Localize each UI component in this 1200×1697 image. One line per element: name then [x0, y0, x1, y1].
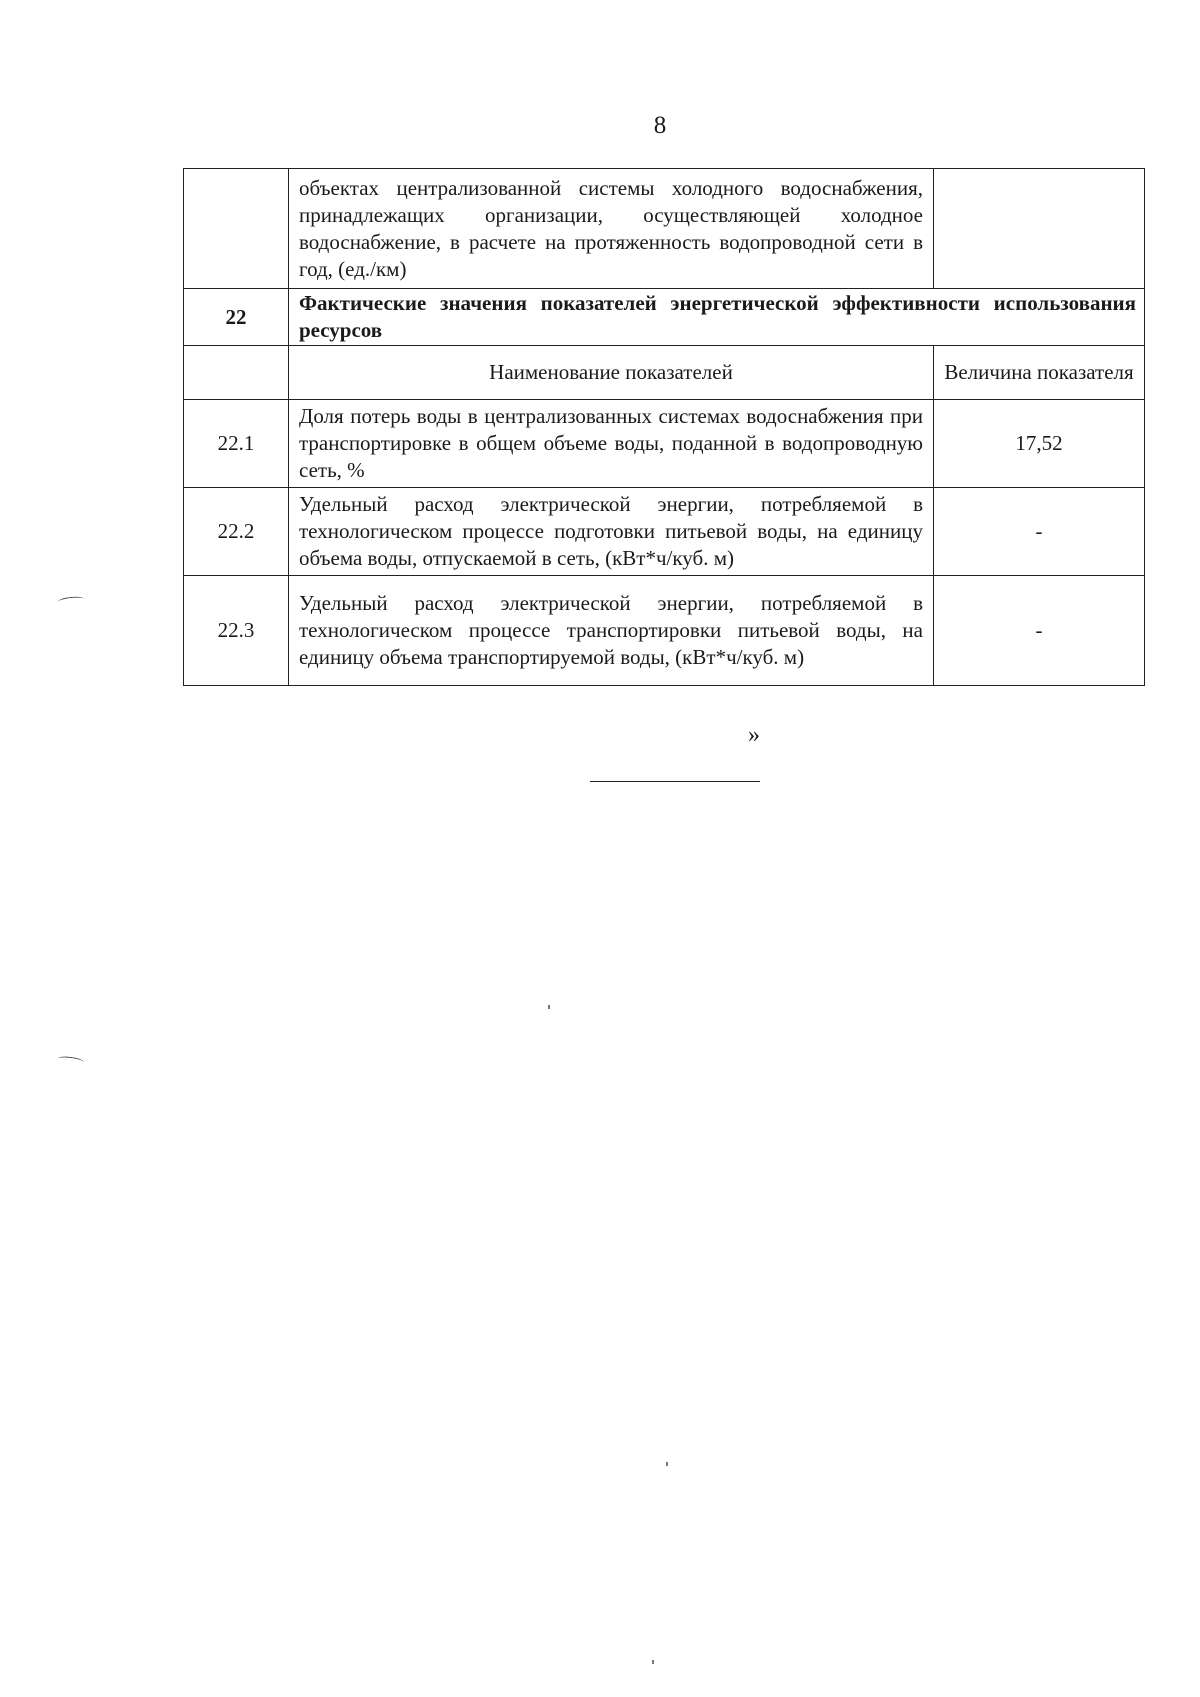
row-number-cell: 22.3	[184, 576, 289, 686]
page-number: 8	[653, 112, 667, 139]
end-rule	[590, 781, 760, 782]
closing-quote: »	[748, 722, 760, 748]
header-number-cell	[184, 346, 289, 400]
table-row	[184, 400, 1145, 488]
scan-speck	[548, 1005, 550, 1009]
row-number-cell: 22.1	[184, 400, 289, 488]
indicator-value-cell: 17,52	[934, 400, 1145, 488]
indicator-name-cell: Удельный расход электрической энергии, потребляемой в технологическом процессе транспортировки питьевой воды, на единицу объема транспортируемой воды, (кВт*ч/куб. м)	[289, 576, 934, 686]
indicator-name-cell: объектах централизованной системы холодного водоснабжения, принадлежащих организации, осуществляющей холодное водоснабжение, в расчете на протяженность водопроводной сети в год, (ед./км)	[289, 169, 934, 289]
section-number: 22	[184, 289, 289, 346]
row-number-cell	[184, 169, 289, 289]
table-row	[184, 576, 1145, 686]
indicator-value-cell: -	[934, 488, 1145, 576]
scan-speck	[666, 1462, 668, 1466]
scan-speck	[652, 1660, 654, 1664]
row-number-cell: 22.2	[184, 488, 289, 576]
table-header-row	[184, 346, 1145, 400]
scan-artifact	[58, 596, 85, 606]
table-row-continued	[184, 169, 1145, 289]
indicators-table	[183, 168, 1145, 686]
scan-artifact	[58, 1055, 85, 1066]
indicator-name-cell: Доля потерь воды в централизованных системах водоснабжения при транспортировке в общем объеме воды, поданной в водопроводную сеть, %	[289, 400, 934, 488]
indicator-value-cell: -	[934, 576, 1145, 686]
header-value-cell: Величина показателя	[934, 346, 1145, 400]
indicator-name-cell: Удельный расход электрической энергии, потребляемой в технологическом процессе подготовки питьевой воды, на единицу объема воды, отпускаемой в сеть, (кВт*ч/куб. м)	[289, 488, 934, 576]
indicator-value-cell	[934, 169, 1145, 289]
header-name-cell: Наименование показателей	[289, 346, 934, 400]
section-title: Фактические значения показателей энергетической эффективности использования ресурсов	[289, 289, 1145, 346]
table-row-section-22	[184, 289, 1145, 346]
table-row	[184, 488, 1145, 576]
